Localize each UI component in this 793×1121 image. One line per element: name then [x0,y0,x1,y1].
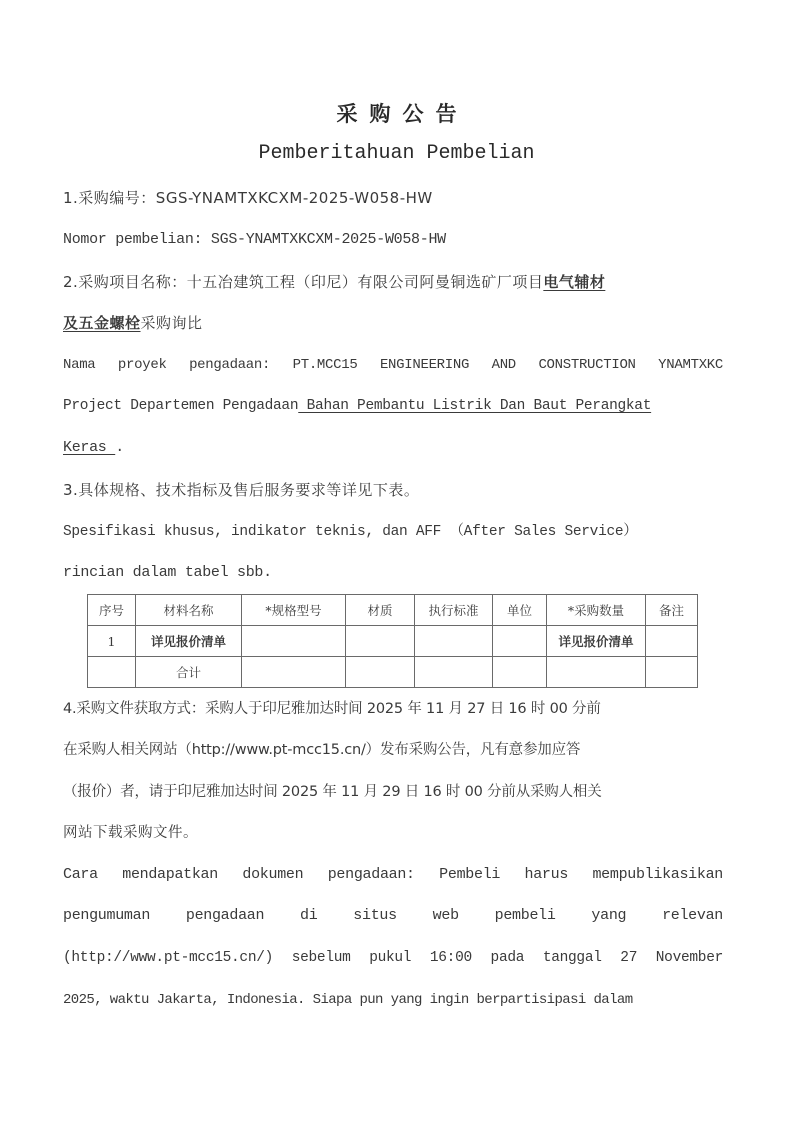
section1-id: Nomor pembelian: SGS-YNAMTXKCXM-2025-W058-HW [63,231,446,248]
table-cell: 详见报价清单 [547,626,646,657]
table-cell [242,626,346,657]
header-cell: 备注 [646,595,698,626]
section2-cn-prefix: 2.采购项目名称：十五冶建筑工程（印尼）有限公司阿曼铜选矿厂项目 [63,273,544,291]
section2-cn-underlined-2: 及五金螺栓 [63,314,141,332]
table-row-total [88,657,698,688]
table-cell: 详见报价清单 [136,626,242,657]
table-cell [547,657,646,688]
section2-cn-line1 [63,272,723,292]
table-cell [646,657,698,688]
table-cell [415,657,493,688]
table-cell: 合计 [136,657,242,688]
section1-cn: 1.采购编号：SGS-YNAMTXKCXM-2025-W058-HW [63,189,433,207]
table-cell [415,626,493,657]
table-cell [88,657,136,688]
table-cell [493,626,547,657]
section2-id-line3 [63,438,723,458]
spec-table [87,594,698,688]
title-chinese: 采购公告 [336,101,469,126]
section4-id-line3: (http://www.pt-mcc15.cn/) sebelum pukul 16:00 pada tanggal 27 November [63,950,723,966]
table-cell [346,657,415,688]
section4-id-line1: Cara mendapatkan dokumen pengadaan: Pembeli harus mempublikasikan [63,866,723,883]
section2-cn-line2 [63,313,723,333]
table-cell [346,626,415,657]
header-cell: *采购数量 [547,595,646,626]
header-cell: *规格型号 [242,595,346,626]
section2-id-prefix: Project Departemen Pengadaan [63,398,299,414]
header-cell: 序号 [88,595,136,626]
section4-cn-line3: （报价）者，请于印尼雅加达时间 2025 年 11 月 29 日 16 时 00 分前从采购人相关 [63,784,602,800]
section3-id-line2: rincian dalam tabel sbb. [63,564,272,581]
table-cell [646,626,698,657]
section4-cn-line4: 网站下载采购文件。 [63,825,198,841]
section4-cn-line2: 在采购人相关网站（http://www.pt-mcc15.cn/）发布采购公告，凡有意参加应答 [63,742,581,758]
section2-cn-suffix: 采购询比 [140,314,203,332]
section2-id-underlined-2: Keras [63,439,116,456]
section2-id-underlined: Bahan Pembantu Listrik Dan Baut Perangkat [298,398,652,414]
table-header-row [88,595,698,626]
section2-cn-underlined-1: 电气辅材 [543,273,606,291]
header-cell: 单位 [493,595,547,626]
table-cell: 1 [88,626,136,657]
header-cell: 材质 [346,595,415,626]
section2-id-line2 [63,396,723,416]
header-cell: 材料名称 [136,595,242,626]
section3-cn: 3.具体规格、技术指标及售后服务要求等详见下表。 [63,481,420,499]
section2-id-suffix: . [115,439,124,456]
section4-id-line4: 2025, waktu Jakarta, Indonesia. Siapa pun yang ingin berpartisipasi dalam [63,992,633,1008]
section4-cn-line1: 4.采购文件获取方式：采购人于印尼雅加达时间 2025 年 11 月 27 日 16 时 00 分前 [63,701,601,717]
section2-id-line1: Nama proyek pengadaan: PT.MCC15 ENGINEERING AND CONSTRUCTION YNAMTXKC [63,357,723,373]
table-cell [242,657,346,688]
title-indonesian: Pemberitahuan Pembelian [258,142,535,165]
table-cell [493,657,547,688]
section3-id-line1: Spesifikasi khusus, indikator teknis, dan AFF （After Sales Service） [63,524,638,540]
table-row [88,626,698,657]
header-cell: 执行标准 [415,595,493,626]
section4-id-line2: pengumuman pengadaan di situs web pembeli yang relevan [63,907,723,924]
